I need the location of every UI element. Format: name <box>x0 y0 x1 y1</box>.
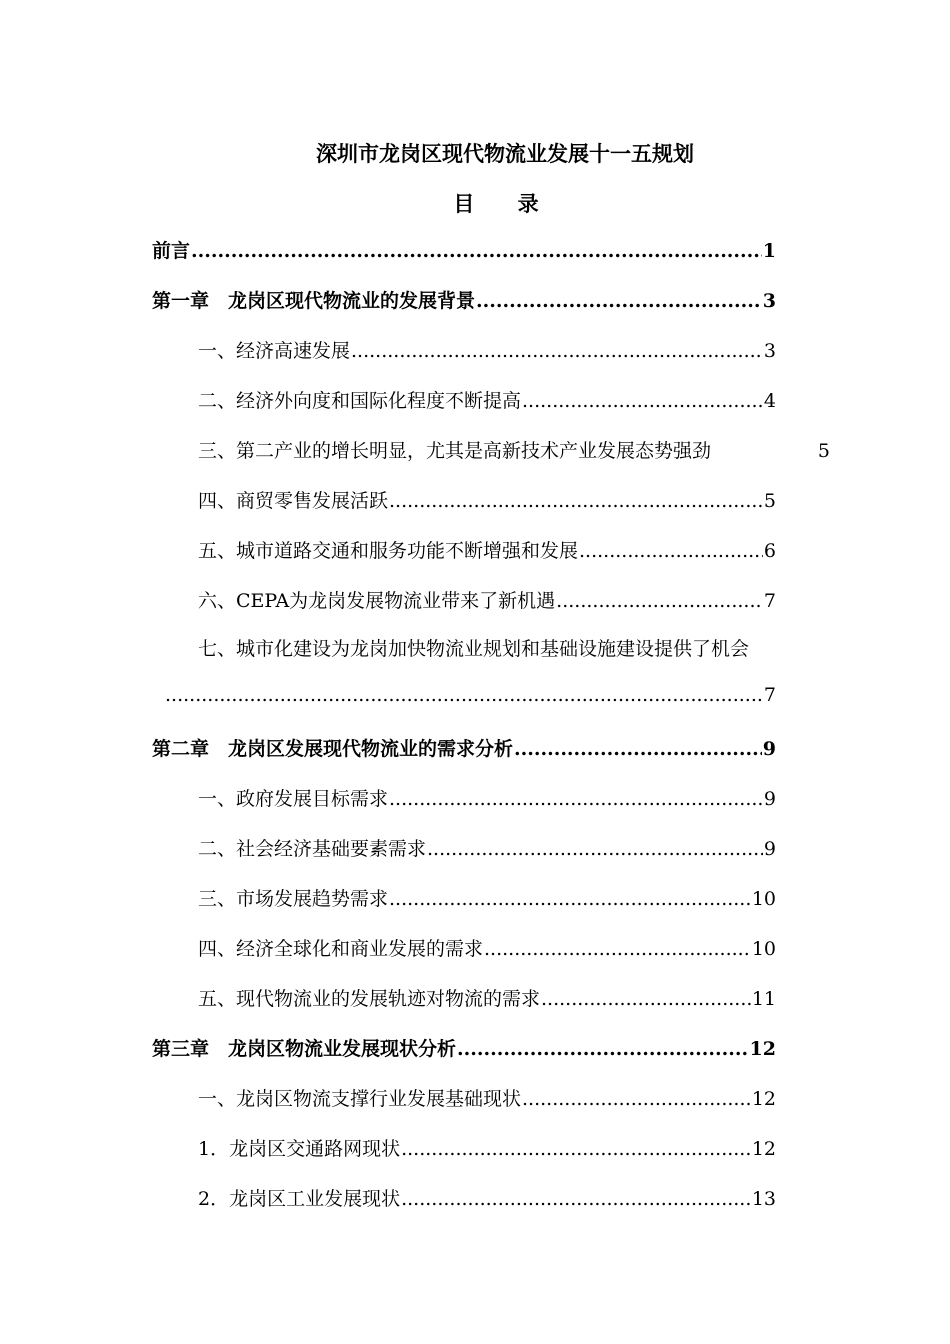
toc-entry-section[interactable] <box>198 436 830 466</box>
toc-entry-page: 7 <box>763 590 776 612</box>
toc-entry-label: 三、市场发展趋势需求 <box>198 888 389 910</box>
toc-entry-page: 6 <box>763 540 776 562</box>
toc-entry-section-wrapped-label[interactable]: 七、城市化建设为龙岗加快物流业规划和基础设施建设提供了机会 <box>198 638 750 660</box>
toc-entry-label: 六、CEPA为龙岗发展物流业带来了新机遇 <box>198 590 556 612</box>
toc-leader-dots <box>514 738 762 760</box>
toc-entry-chapter-2[interactable] <box>152 734 776 764</box>
toc-entry-page: 10 <box>751 888 776 910</box>
toc-entry-page: 9 <box>763 838 776 860</box>
toc-entry-section[interactable] <box>198 984 776 1014</box>
toc-entry-label: 五、现代物流业的发展轨迹对物流的需求 <box>198 988 541 1010</box>
toc-entry-label: 第一章 龙岗区现代物流业的发展背景 <box>152 290 476 312</box>
toc-entry-section[interactable] <box>198 884 776 914</box>
toc-entry-subsection[interactable] <box>198 1184 776 1214</box>
toc-entry-label: 二、社会经济基础要素需求 <box>198 838 427 860</box>
toc-entry-preface[interactable] <box>152 236 776 266</box>
toc-entry-page: 3 <box>763 340 776 362</box>
toc-entry-label: 第三章 龙岗区物流业发展现状分析 <box>152 1038 457 1060</box>
toc-leader-dots <box>401 1138 751 1160</box>
toc-entry-page: 5 <box>763 490 776 512</box>
toc-entry-label: 一、经济高速发展 <box>198 340 351 362</box>
toc-entry-page: 12 <box>751 1138 776 1160</box>
toc-entry-label: 四、商贸零售发展活跃 <box>198 490 389 512</box>
toc-entry-page: 12 <box>749 1038 776 1060</box>
toc-leader-dots <box>579 540 763 562</box>
toc-entry-page: 9 <box>762 738 776 760</box>
toc-entry-section[interactable] <box>198 586 776 616</box>
toc-leader-dots <box>476 290 762 312</box>
toc-leader-dots <box>556 590 763 612</box>
toc-entry-label: 三、第二产业的增长明显，尤其是高新技术产业发展态势强劲 <box>198 440 712 462</box>
toc-entry-label: 四、经济全球化和商业发展的需求 <box>198 938 484 960</box>
toc-entry-label: 前言 <box>152 240 191 262</box>
toc-entry-section[interactable] <box>198 486 776 516</box>
toc-leader-dots <box>541 988 751 1010</box>
toc-entry-label: 一、龙岗区物流支撑行业发展基础现状 <box>198 1088 522 1110</box>
toc-entry-page: 3 <box>762 290 776 312</box>
toc-leader-dots <box>191 240 762 262</box>
toc-entry-section[interactable] <box>198 934 776 964</box>
toc-entry-section[interactable] <box>198 386 776 416</box>
toc-entry-page: 9 <box>763 788 776 810</box>
toc-entry-page: 10 <box>751 938 776 960</box>
toc-entry-section-wrapped-leader[interactable] <box>164 684 776 714</box>
toc-entry-section[interactable] <box>198 336 776 366</box>
toc-leader-dots <box>351 340 763 362</box>
toc-entry-page: 4 <box>763 390 776 412</box>
toc-leader-dots <box>484 938 751 960</box>
toc-leader-dots <box>389 788 763 810</box>
toc-heading: 目 录 <box>453 191 557 216</box>
toc-leader-dots <box>457 1038 749 1060</box>
toc-leader-dots <box>165 684 763 706</box>
toc-entry-section[interactable] <box>198 834 776 864</box>
toc-entry-label: 第二章 龙岗区发展现代物流业的需求分析 <box>152 738 514 760</box>
toc-entry-label: 一、政府发展目标需求 <box>198 788 389 810</box>
toc-entry-page: 1 <box>762 240 776 262</box>
toc-entry-label: 1．龙岗区交通路网现状 <box>198 1138 401 1160</box>
toc-entry-page: 13 <box>751 1188 776 1210</box>
toc-entry-label: 二、经济外向度和国际化程度不断提高 <box>198 390 522 412</box>
document-title: 深圳市龙岗区现代物流业发展十一五规划 <box>316 141 694 166</box>
toc-leader-dots <box>401 1188 751 1210</box>
toc-leader-dots <box>389 888 751 910</box>
toc-entry-section[interactable] <box>198 536 776 566</box>
toc-entry-section[interactable] <box>198 1084 776 1114</box>
toc-entry-page: 11 <box>751 988 776 1010</box>
toc-leader-dots <box>522 390 763 412</box>
toc-entry-label: 2．龙岗区工业发展现状 <box>198 1188 401 1210</box>
toc-entry-chapter-1[interactable] <box>152 286 776 316</box>
toc-leader-dots <box>427 838 763 860</box>
toc-entry-section[interactable] <box>198 784 776 814</box>
toc-entry-label: 五、城市道路交通和服务功能不断增强和发展 <box>198 540 579 562</box>
toc-entry-chapter-3[interactable] <box>152 1034 776 1064</box>
toc-entry-page: 5 <box>817 440 830 462</box>
toc-leader-dots <box>389 490 763 512</box>
toc-entry-page: 7 <box>763 684 776 706</box>
toc-entry-page: 12 <box>751 1088 776 1110</box>
toc-leader-dots <box>522 1088 751 1110</box>
toc-entry-subsection[interactable] <box>198 1134 776 1164</box>
